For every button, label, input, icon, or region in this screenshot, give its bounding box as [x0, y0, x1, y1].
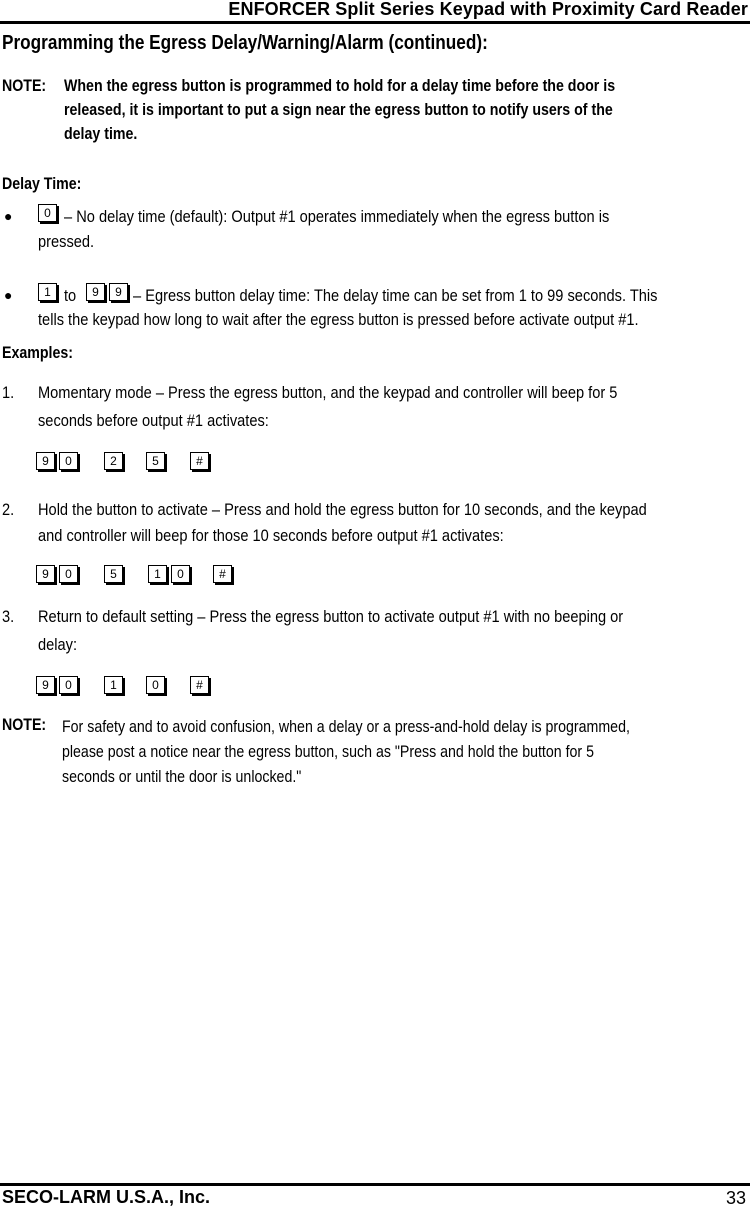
bullet-dot: ● [4, 208, 13, 224]
bullet2-line2: tells the keypad how long to wait after the egress button is pressed before activate output #1. [38, 310, 639, 329]
keypad-key: 0 [59, 452, 78, 470]
key-group [36, 565, 78, 583]
keypad-key: 0 [146, 676, 165, 694]
section-title: Programming the Egress Delay/Warning/Alarm (continued): [2, 32, 488, 54]
bullet-dot: ● [4, 287, 13, 303]
keypad-key: 9 [36, 565, 55, 583]
key-group [148, 565, 190, 583]
key-group [36, 452, 78, 470]
key-group [146, 676, 165, 694]
example-number: 2. [2, 500, 15, 519]
page-header [0, 0, 750, 26]
key-group [146, 452, 165, 470]
bullet1-line2: pressed. [38, 232, 95, 251]
keypad-key: 1 [38, 283, 57, 301]
key-nine-nine [86, 283, 128, 301]
key-group [190, 452, 209, 470]
to-word: to [64, 286, 77, 305]
page-number: 33 [725, 1188, 746, 1208]
keypad-key: 1 [148, 565, 167, 583]
note2-line: For safety and to avoid confusion, when a delay or a press-and-hold delay is programmed, [62, 718, 630, 736]
keypad-key: 9 [86, 283, 105, 301]
note-label: NOTE: [2, 77, 47, 95]
example-line: Momentary mode – Press the egress button, and the keypad and controller will beep for 5 [38, 383, 618, 402]
example-line: Return to default setting – Press the egress button to activate output #1 with no beeping or [38, 607, 624, 626]
example-number: 1. [2, 383, 15, 402]
keypad-key: 9 [36, 452, 55, 470]
delay-time-heading: Delay Time: [2, 175, 82, 193]
key-group [190, 676, 209, 694]
key-group [213, 565, 232, 583]
keypad-key: 0 [38, 204, 57, 222]
example-line: and controller will beep for those 10 seconds before output #1 activates: [38, 526, 504, 545]
note-line: released, it is important to put a sign near the egress button to notify users of the [64, 101, 613, 119]
keypad-key: 0 [59, 676, 78, 694]
keypad-key: 0 [171, 565, 190, 583]
key-group [104, 452, 123, 470]
keypad-key: # [190, 676, 209, 694]
header-rule [0, 21, 750, 24]
footer-rule [0, 1183, 750, 1186]
note-label: NOTE: [2, 716, 47, 734]
key-group [36, 676, 78, 694]
keypad-key: 9 [109, 283, 128, 301]
keypad-key: 1 [104, 676, 123, 694]
example-line: seconds before output #1 activates: [38, 411, 269, 430]
example-line: delay: [38, 635, 78, 654]
keypad-key: # [190, 452, 209, 470]
key-group [104, 565, 123, 583]
bullet1-line1: – No delay time (default): Output #1 operates immediately when the egress button is [64, 207, 610, 226]
footer-company: SECO-LARM U.S.A., Inc. [2, 1187, 211, 1207]
keypad-key: 2 [104, 452, 123, 470]
keypad-key: 9 [36, 676, 55, 694]
key-zero [38, 204, 57, 222]
examples-heading: Examples: [2, 344, 73, 362]
header-title: ENFORCER Split Series Keypad with Proximity Card Reader [228, 0, 748, 19]
bullet2-line1: – Egress button delay time: The delay time can be set from 1 to 99 seconds. This [133, 286, 658, 305]
keypad-key: 5 [146, 452, 165, 470]
keypad-key: 5 [104, 565, 123, 583]
note2-line: please post a notice near the egress button, such as "Press and hold the button for 5 [62, 743, 594, 761]
keypad-key: 0 [59, 565, 78, 583]
key-group [104, 676, 123, 694]
example-line: Hold the button to activate – Press and hold the egress button for 10 seconds, and the keypad [38, 500, 647, 519]
key-one [38, 283, 57, 301]
keypad-key: # [213, 565, 232, 583]
note-line: delay time. [64, 125, 138, 143]
note2-line: seconds or until the door is unlocked." [62, 768, 302, 786]
example-number: 3. [2, 607, 15, 626]
note-line: When the egress button is programmed to hold for a delay time before the door is [64, 77, 616, 95]
